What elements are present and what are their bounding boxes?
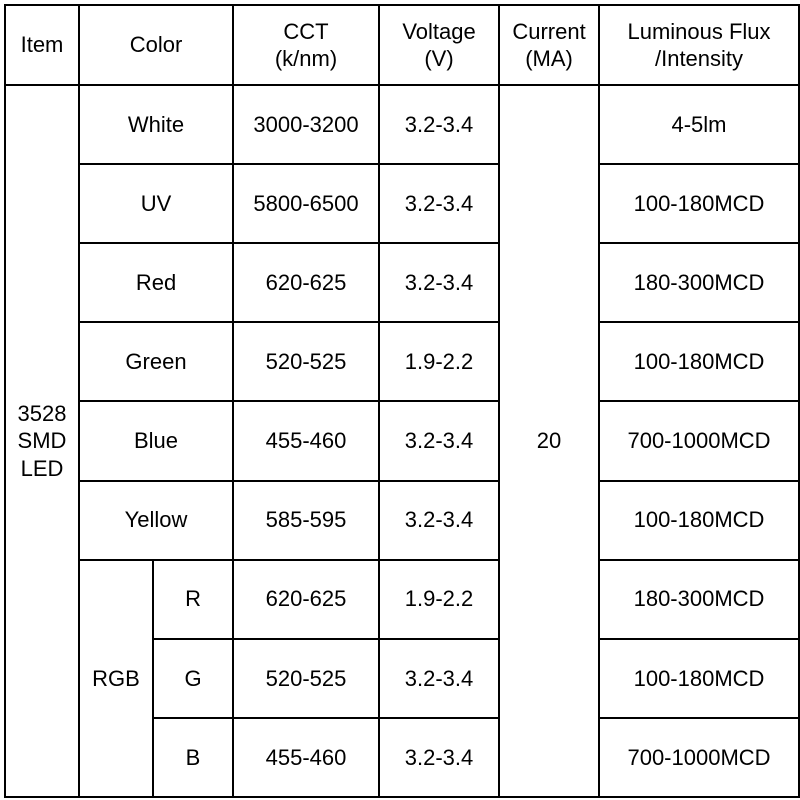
item-line3: LED (20, 455, 64, 481)
header-current-line2: (MA) (525, 46, 573, 72)
color-cell: White (79, 85, 233, 164)
color-cell: B (153, 718, 233, 797)
item-cell (5, 85, 79, 797)
header-voltage-line1: Voltage (402, 18, 476, 44)
cct-cell: 520-525 (233, 322, 379, 401)
item-line2: SMD (17, 428, 67, 454)
flux-cell: 180-300MCD (599, 243, 799, 322)
header-cct (233, 5, 379, 85)
color-cell: R (153, 560, 233, 639)
header-flux-line1: Luminous Flux (627, 18, 771, 44)
flux-cell: 100-180MCD (599, 481, 799, 560)
item-line1: 3528 (17, 400, 67, 426)
flux-cell: 100-180MCD (599, 322, 799, 401)
header-color: Color (79, 5, 233, 85)
flux-cell: 4-5lm (599, 85, 799, 164)
header-flux-line2: /Intensity (654, 46, 744, 72)
flux-cell: 180-300MCD (599, 560, 799, 639)
voltage-cell: 3.2-3.4 (379, 718, 499, 797)
header-current (499, 5, 599, 85)
flux-cell: 700-1000MCD (599, 401, 799, 480)
color-cell: Blue (79, 401, 233, 480)
flux-cell: 100-180MCD (599, 164, 799, 243)
cct-cell: 620-625 (233, 560, 379, 639)
cct-cell: 455-460 (233, 401, 379, 480)
voltage-cell: 1.9-2.2 (379, 560, 499, 639)
voltage-cell: 3.2-3.4 (379, 401, 499, 480)
table-row (5, 560, 799, 639)
voltage-cell: 3.2-3.4 (379, 639, 499, 718)
cct-cell: 3000-3200 (233, 85, 379, 164)
voltage-cell: 3.2-3.4 (379, 481, 499, 560)
cct-cell: 620-625 (233, 243, 379, 322)
led-spec-table (4, 4, 800, 798)
table-row (5, 481, 799, 560)
color-cell: Green (79, 322, 233, 401)
flux-cell: 700-1000MCD (599, 718, 799, 797)
color-cell: UV (79, 164, 233, 243)
header-current-line1: Current (512, 18, 586, 44)
table-row (5, 322, 799, 401)
table-row (5, 164, 799, 243)
cct-cell: 5800-6500 (233, 164, 379, 243)
table-row (5, 85, 799, 164)
voltage-cell: 3.2-3.4 (379, 85, 499, 164)
header-item: Item (5, 5, 79, 85)
voltage-cell: 3.2-3.4 (379, 164, 499, 243)
color-cell: Red (79, 243, 233, 322)
table-row (5, 243, 799, 322)
color-cell: G (153, 639, 233, 718)
color-cell: Yellow (79, 481, 233, 560)
header-row (5, 5, 799, 85)
header-voltage (379, 5, 499, 85)
cct-cell: 520-525 (233, 639, 379, 718)
header-luminous-flux (599, 5, 799, 85)
cct-cell: 585-595 (233, 481, 379, 560)
voltage-cell: 1.9-2.2 (379, 322, 499, 401)
header-voltage-line2: (V) (424, 46, 454, 72)
header-cct-line2: (k/nm) (274, 46, 338, 72)
rgb-group-cell: RGB (79, 560, 153, 797)
header-cct-line1: CCT (283, 18, 329, 44)
table-row (5, 401, 799, 480)
current-cell: 20 (499, 85, 599, 797)
flux-cell: 100-180MCD (599, 639, 799, 718)
voltage-cell: 3.2-3.4 (379, 243, 499, 322)
cct-cell: 455-460 (233, 718, 379, 797)
